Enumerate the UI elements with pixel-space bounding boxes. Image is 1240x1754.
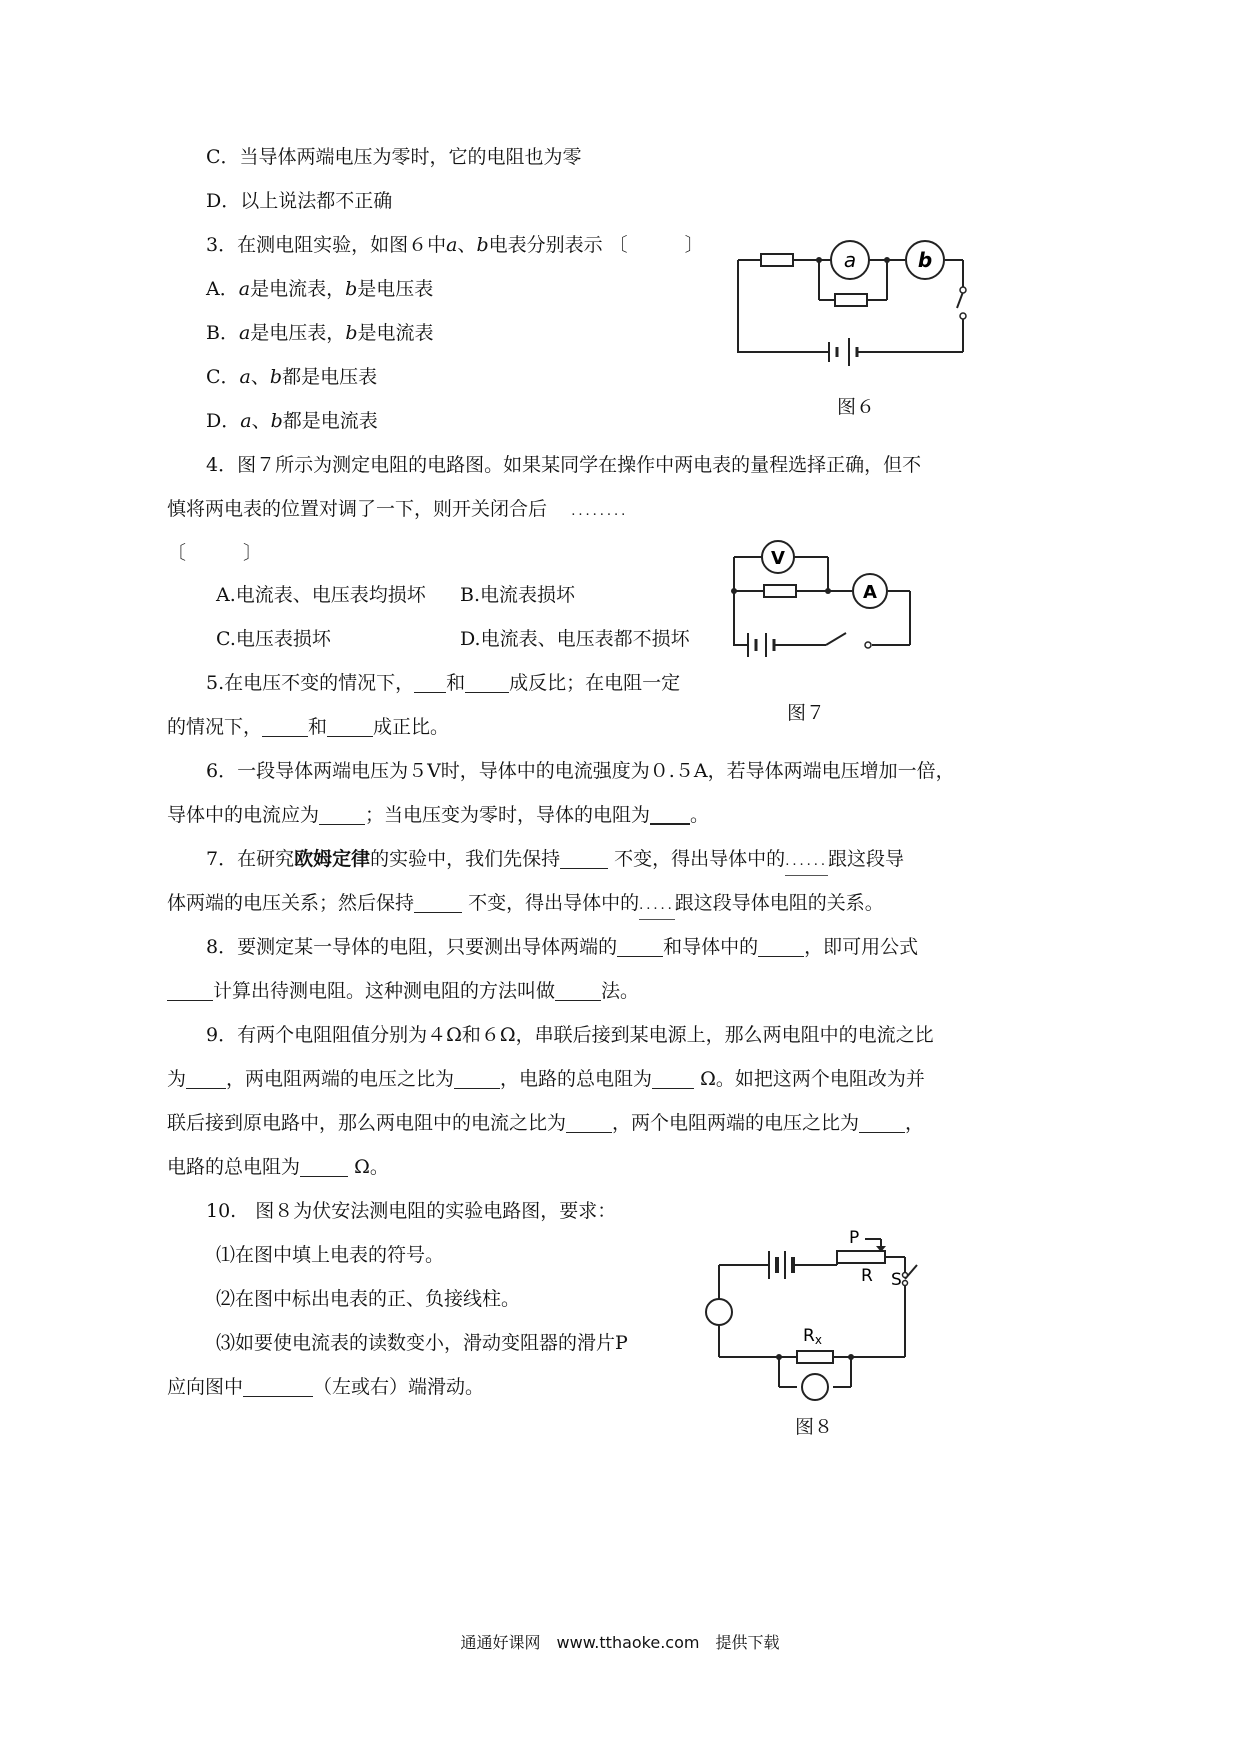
q3-option-d: D．a、b都是电流表 [206, 410, 378, 432]
q9-line-2: 为 ，两电阻两端的电压之比为 ，电路的总电阻为 Ω。如把这两个电阻改为并 [167, 1068, 925, 1090]
blank[interactable] [167, 980, 213, 1001]
blank[interactable] [560, 848, 608, 869]
blank[interactable] [243, 1376, 313, 1397]
q7-line-2: 体两端的电压关系；然后保持 不变，得出导体中的.....跟这段导体电阻的关系。 [167, 890, 884, 920]
footer-credit: 通通好课网 www.tthaoke.com 提供下载 [460, 1633, 780, 1652]
resistor [764, 585, 796, 597]
meter-a [831, 241, 869, 279]
meter-empty-bottom[interactable] [802, 1374, 828, 1400]
q5-line-2: 的情况下， 和 成正比。 [167, 716, 450, 738]
blank[interactable] [262, 716, 308, 737]
figure-6-circuit [725, 230, 995, 370]
blank[interactable] [650, 803, 690, 825]
q9-line-4: 电路的总电阻为 Ω。 [167, 1156, 389, 1178]
meter-b [906, 241, 944, 279]
q9-line-1: 9．有两个电阻阻值分别为４Ω和６Ω，串联后接到某电源上，那么两电阻中的电流之比 [206, 1024, 934, 1046]
voltmeter [762, 541, 794, 573]
blank[interactable] [186, 1068, 226, 1089]
figure-8-caption: 图８ [795, 1416, 834, 1438]
label-s: S [891, 1270, 902, 1290]
blank[interactable] [652, 1068, 694, 1089]
svg-text:V: V [771, 548, 785, 569]
battery-symbol [763, 1251, 795, 1279]
q5-line-1: 5.在电压不变的情况下， 和 成反比；在电阻一定 [206, 672, 681, 694]
dotted-blank[interactable]: ...... [785, 849, 828, 876]
blank[interactable] [465, 672, 509, 693]
dotted-blank[interactable]: ..... [639, 893, 675, 920]
blank[interactable] [758, 936, 804, 957]
label-rx: Rx [803, 1326, 822, 1347]
q2-option-c: C．当导体两端电压为零时，它的电阻也为零 [206, 146, 582, 168]
blank[interactable] [617, 936, 663, 957]
resistor-2 [835, 294, 867, 306]
q8-line-2: 计算出待测电阻。这种测电阻的方法叫做 法。 [167, 978, 639, 1004]
svg-text:b: b [917, 248, 933, 272]
resistor-rx [797, 1351, 833, 1363]
blank[interactable] [454, 1068, 500, 1089]
q4-line-1: 4．图７所示为测定电阻的电路图。如果某同学在操作中两电表的量程选择正确，但不 [206, 454, 922, 476]
q2-option-d: D．以上说法都不正确 [206, 190, 393, 212]
svg-text:A: A [863, 582, 877, 603]
q4-option-a: A.电流表、电压表均损坏 [216, 584, 426, 606]
q4-option-b: B.电流表损坏 [460, 584, 576, 606]
label-r: R [861, 1266, 873, 1286]
figure-8-circuit [705, 1225, 940, 1410]
battery-symbol [829, 338, 865, 366]
q3-option-a: A．a是电流表，b是电压表 [206, 278, 434, 300]
label-p: P [849, 1228, 860, 1248]
q6-line-1: 6．一段导体两端电压为５V时，导体中的电流强度为０.５A，若导体两端电压增加一倍， [206, 760, 955, 782]
q10-requirement-1: ⑴在图中填上电表的符号。 [216, 1244, 445, 1266]
q10-requirement-3: ⑶如要使电流表的读数变小，滑动变阻器的滑片P [216, 1332, 628, 1354]
blank[interactable] [414, 892, 462, 913]
svg-text:a: a [843, 248, 857, 272]
blank[interactable] [319, 804, 365, 825]
blank[interactable] [414, 672, 446, 693]
q9-line-3: 联后接到原电路中，那么两电阻中的电流之比为 ，两个电阻两端的电压之比为 ， [167, 1112, 925, 1134]
battery-symbol [742, 633, 780, 657]
blank[interactable] [300, 1156, 348, 1177]
blank[interactable] [327, 716, 373, 737]
q4-option-d: D.电流表、电压表都不损坏 [460, 628, 690, 650]
q3-stem: 3．在测电阻实验，如图６中a、b电表分别表示 〔 〕 [206, 234, 704, 256]
q3-option-b: B．a是电压表，b是电流表 [206, 322, 434, 344]
resistor-1 [761, 254, 793, 266]
blank[interactable] [859, 1112, 905, 1133]
q10-requirement-2: ⑵在图中标出电表的正、负接线柱。 [216, 1288, 521, 1310]
q3-option-c: C．a、b都是电压表 [206, 366, 378, 388]
q6-line-2: 导体中的电流应为 ；当电压变为零时，导体的电阻为 。 [167, 804, 710, 826]
q4-answer-bracket: 〔 〕 [167, 542, 263, 564]
ammeter [853, 574, 887, 608]
q7-line-1: 7．在研究欧姆定律的实验中，我们先保持 不变，得出导体中的......跟这段导 [206, 846, 904, 876]
switch-lever [826, 633, 846, 645]
figure-7-caption: 图７ [787, 702, 826, 724]
figure-7-circuit [722, 535, 922, 660]
blank[interactable] [566, 1112, 612, 1133]
figure-6-caption: 图６ [837, 396, 876, 418]
q10-requirement-3-cont: 应向图中 （左或右）端滑动。 [167, 1376, 485, 1398]
switch-lever [957, 292, 963, 308]
q4-option-c: C.电压表损坏 [216, 628, 331, 650]
q4-line-2: 慎将两电表的位置对调了一下，则开关闭合后 ........ [167, 498, 629, 520]
q10-stem: 10. 图８为伏安法测电阻的实验电路图，要求： [206, 1200, 617, 1222]
blank[interactable] [555, 980, 601, 1001]
q3-answer-bracket: 〔 〕 [608, 234, 704, 256]
q8-line-1: 8．要测定某一导体的电阻，只要测出导体两端的 和导体中的 ，即可用公式 [206, 936, 919, 958]
meter-empty-left[interactable] [706, 1299, 732, 1325]
rheostat [837, 1251, 885, 1263]
